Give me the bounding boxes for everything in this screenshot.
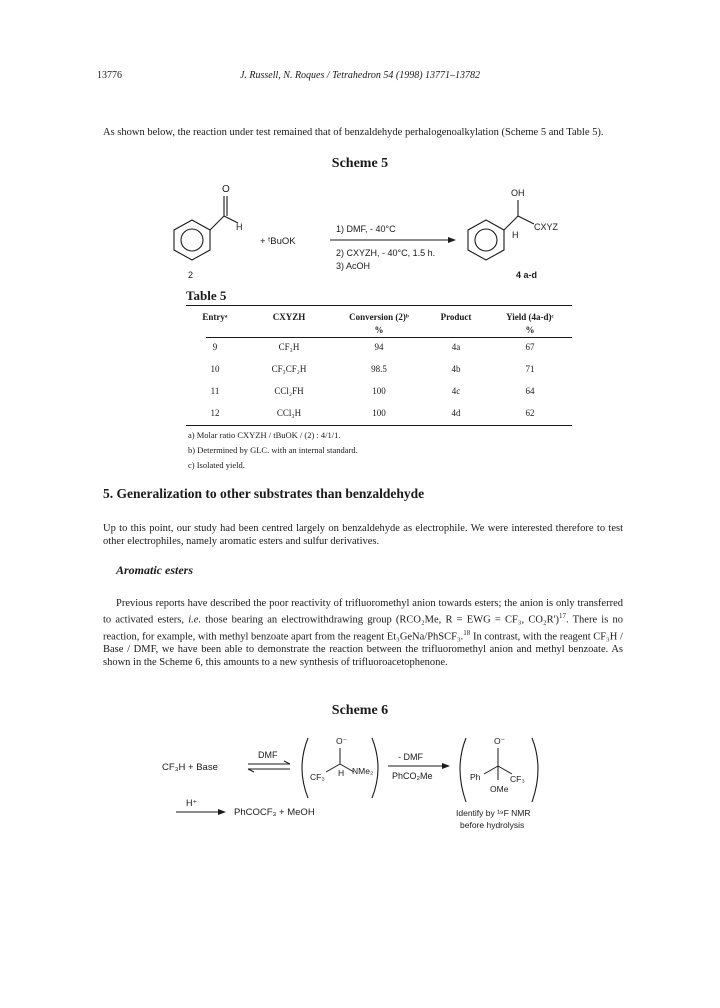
benzene-ring-product bbox=[468, 200, 534, 260]
atom-oh: OH bbox=[511, 188, 525, 198]
cell: CCl₂FH bbox=[274, 386, 304, 396]
cell: 94 bbox=[374, 342, 384, 352]
cell: 12 bbox=[210, 408, 220, 418]
int2-oxygen: O⁻ bbox=[494, 736, 506, 746]
arrow1-label: DMF bbox=[258, 750, 278, 760]
text-span: . There is no reaction, for example, with methyl benzoate apart from the reagent Et₃GeNa/PhSCF₃. bbox=[103, 614, 623, 642]
ref-17: 17 bbox=[558, 612, 566, 620]
condition-3: 3) AcOH bbox=[336, 261, 371, 271]
table5 bbox=[186, 310, 572, 424]
unit-conversion: % bbox=[374, 324, 384, 335]
unit-product bbox=[424, 323, 488, 336]
table-header-rule bbox=[206, 337, 572, 338]
unit-cxyzh bbox=[244, 323, 334, 336]
cell: 10 bbox=[210, 364, 220, 374]
arrow2-head bbox=[442, 763, 450, 769]
section5-heading: 5. Generalization to other substrates than benzaldehyde bbox=[103, 486, 425, 501]
arrow3-label: H⁺ bbox=[186, 798, 198, 808]
text-span: Previous reports have described the poor reactivity of trifluoromethyl anion towards esters; the anion is only transferred to activated esters, bbox=[103, 598, 623, 626]
int2-cf3: CF₃ bbox=[510, 774, 525, 784]
arrow3-head bbox=[218, 809, 226, 815]
cell: 100 bbox=[372, 386, 386, 396]
table-row bbox=[186, 402, 572, 424]
product-label: 4 a-d bbox=[516, 270, 538, 280]
scheme6-diagram bbox=[160, 730, 580, 850]
col-header-product: Product bbox=[440, 311, 472, 322]
atom-h: H bbox=[236, 222, 243, 232]
footnote-a: a) Molar ratio CXYZH / tBuOK / (2) : 4/1/1. bbox=[188, 430, 341, 440]
products: PhCOCF₃ + MeOH bbox=[234, 807, 315, 818]
cell: 98.5 bbox=[371, 364, 387, 374]
cell: 11 bbox=[210, 386, 220, 396]
condition-2: 2) CXYZH, - 40°C, 1.5 h. bbox=[336, 248, 436, 258]
arrow-head bbox=[448, 237, 456, 243]
cell: CF₃H bbox=[278, 342, 300, 352]
benzene-ring-start bbox=[174, 196, 238, 260]
reagent-tbuok: + ᵗBuOK bbox=[260, 236, 296, 247]
atom-h-product: H bbox=[512, 230, 519, 240]
equilibrium-arrow bbox=[248, 761, 290, 772]
table-bottom-rule bbox=[186, 425, 572, 426]
int1-oxygen: O⁻ bbox=[336, 736, 348, 746]
nmr-note-line1: Identify by ¹⁹F NMR bbox=[456, 808, 531, 818]
cell: 4b bbox=[451, 364, 461, 374]
col-header-yield: Yield (4a-d)ᶜ bbox=[506, 311, 554, 322]
table5-title: Table 5 bbox=[186, 288, 227, 303]
col-header-conversion: Conversion (2)ᵇ bbox=[349, 311, 409, 322]
int1-nme2: NMe₂ bbox=[352, 766, 374, 776]
page-number: 13776 bbox=[97, 70, 122, 81]
cell: 71 bbox=[525, 364, 535, 374]
cell: 67 bbox=[525, 342, 535, 352]
section5-paragraph: Up to this point, our study had been centred largely on benzaldehyde as electrophile. We were interested therefore to test other electrophiles, namely aromatic esters and sulfur derivatives. bbox=[103, 523, 623, 547]
cell: 100 bbox=[372, 408, 386, 418]
intermediate2-bonds bbox=[484, 748, 512, 780]
bracket-left-2 bbox=[460, 738, 466, 802]
bracket-right-2 bbox=[532, 738, 538, 802]
int1-h: H bbox=[338, 768, 345, 778]
table-row bbox=[186, 358, 572, 380]
scheme6-title: Scheme 6 bbox=[331, 703, 389, 718]
text-span: i.e. bbox=[188, 614, 202, 626]
cell: 62 bbox=[525, 408, 535, 418]
cell: 9 bbox=[212, 342, 218, 352]
atom-o: O bbox=[222, 184, 230, 195]
aromatic-esters-paragraph bbox=[103, 597, 623, 669]
table-row bbox=[186, 336, 572, 358]
nmr-note-line2: before hydrolysis bbox=[460, 820, 525, 830]
ref-18: 18 bbox=[463, 628, 471, 637]
col-header-entry: Entryᵃ bbox=[202, 311, 228, 322]
cell: 4c bbox=[451, 386, 461, 396]
cell: 4a bbox=[451, 342, 461, 352]
int2-ome: OMe bbox=[490, 784, 509, 794]
table-top-rule bbox=[186, 305, 572, 306]
footnote-b: b) Determined by GLC. with an internal standard. bbox=[188, 445, 358, 455]
arrow2-bottom: PhCO₂Me bbox=[392, 771, 433, 781]
intro-paragraph: As shown below, the reaction under test remained that of benzaldehyde perhalogenoalkylation (Scheme 5 and Table 5). bbox=[103, 127, 604, 138]
cell: 64 bbox=[525, 386, 535, 396]
bracket-left-1 bbox=[302, 738, 308, 798]
cell: CCl₃H bbox=[276, 408, 302, 418]
condition-1: 1) DMF, - 40°C bbox=[336, 224, 396, 234]
arrow2-top: - DMF bbox=[398, 752, 423, 762]
footnote-c: c) Isolated yield. bbox=[188, 460, 245, 470]
running-title: J. Russell, N. Roques / Tetrahedron 54 (1998) 13771–13782 bbox=[239, 70, 481, 81]
cell: CF₃CF₂H bbox=[271, 364, 307, 374]
unit-entry bbox=[186, 323, 244, 336]
unit-yield: % bbox=[525, 324, 535, 335]
text-span: In contrast, with the reagent CF₃H / Base / DMF, we have been able to demonstrate the reaction between the trifluoromethyl anion and methyl benzoate. As shown in the Scheme 6, this amounts to a new synthesis of trifluoroacetophenone. bbox=[103, 631, 623, 668]
atom-cxyz: CXYZ bbox=[534, 222, 559, 232]
aromatic-esters-heading: Aromatic esters bbox=[116, 563, 193, 577]
start-label: 2 bbox=[188, 270, 194, 280]
int1-cf3: CF₃ bbox=[310, 772, 325, 782]
col-header-cxyzh: CXYZH bbox=[272, 311, 306, 322]
table-row bbox=[186, 380, 572, 402]
text-span: those bearing an electrowithdrawing group (RCO₂Me, R = EWG = CF₃, CO₂R') bbox=[201, 614, 559, 626]
reactants: CF₃H + Base bbox=[162, 762, 218, 773]
cell: 4d bbox=[451, 408, 461, 418]
scheme5-diagram bbox=[160, 178, 580, 288]
int2-ph: Ph bbox=[470, 772, 481, 782]
scheme5-title: Scheme 5 bbox=[331, 156, 389, 171]
